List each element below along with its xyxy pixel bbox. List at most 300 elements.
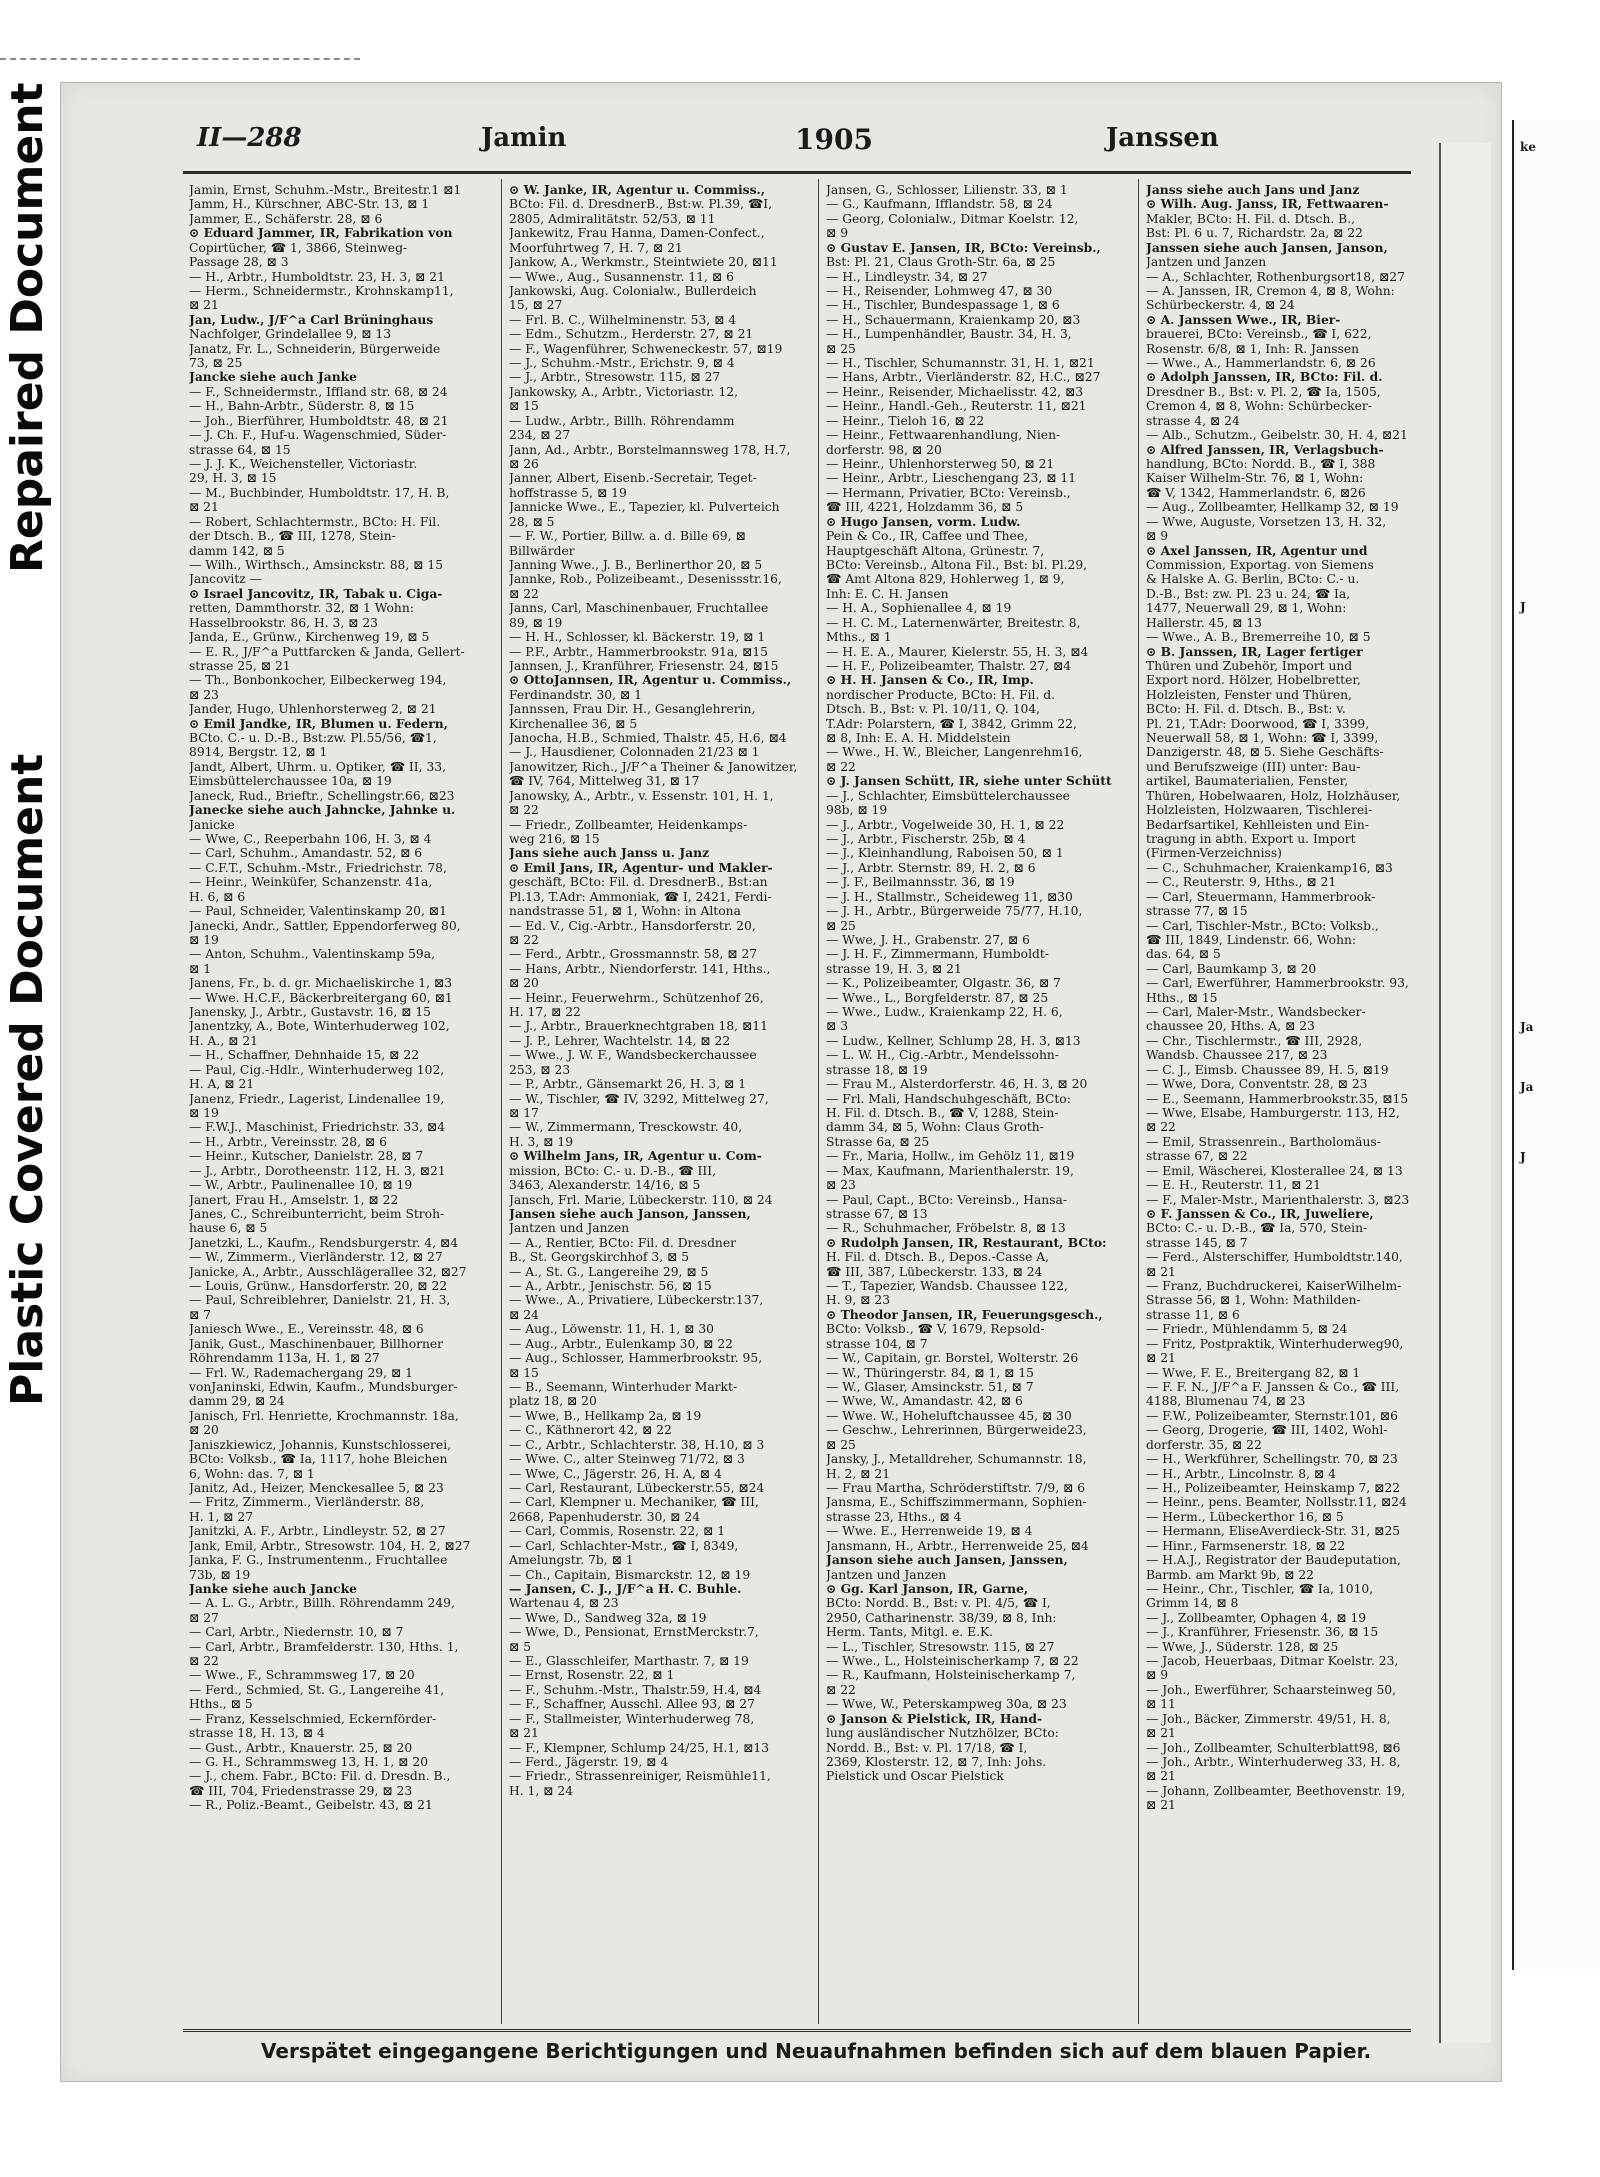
directory-entry-line: ⊠ 24 bbox=[509, 1307, 539, 1322]
directory-entry-line: — Heinr., Uhlenhorsterweg 50, ⊠ 21 bbox=[826, 457, 1055, 472]
directory-entry-line: ⊠ 9 bbox=[1146, 529, 1169, 544]
directory-entry-line: Jamm, H., Kürschner, ABC-Str. 13, ⊠ 1 bbox=[189, 197, 430, 212]
footer-note: Verspätet eingegangene Berichtigungen und Neuaufnahmen befinden sich auf dem blauen Papier. bbox=[261, 2039, 1372, 2063]
directory-entry-line: — Franz, Kesselschmied, Eckernförder- bbox=[189, 1711, 437, 1726]
directory-entry-line: Jammer, E., Schäferstr. 28, ⊠ 6 bbox=[189, 211, 383, 226]
directory-entry-line: Bst: Pl. 6 u. 7, Richardstr. 2a, ⊠ 22 bbox=[1146, 226, 1363, 241]
directory-entry-line: ☎ III, 1849, Lindenstr. 66, Wohn: bbox=[1146, 932, 1357, 947]
directory-entry-line: — Carl, Schuhm., Amandastr. 52, ⊠ 6 bbox=[189, 846, 423, 861]
directory-entry-line: — Hermann, Privatier, BCto: Vereinsb., bbox=[826, 485, 1071, 500]
directory-entry-line: D.-B., Bst: zw. Pl. 23 u. 24, ☎ Ia, bbox=[1146, 586, 1351, 601]
directory-entry-line: Herm. Tants, Mitgl. e. E.K. bbox=[826, 1625, 994, 1640]
directory-entry-line: Janocha, H.B., Schmied, Thalstr. 45, H.6, ⊠4 bbox=[509, 731, 787, 746]
directory-entry-line: — R., Schuhmacher, Fröbelstr. 8, ⊠ 13 bbox=[826, 1221, 1066, 1236]
directory-entry-line: — Herm., Schneidermstr., Krohnskamp11, bbox=[189, 283, 454, 298]
header-last-name: Janssen bbox=[1106, 123, 1219, 153]
directory-entry-line: ⊙ Emil Jans, IR, Agentur- und Makler- bbox=[509, 859, 773, 875]
directory-entry-line: ⊠ 21 bbox=[1146, 1769, 1176, 1784]
directory-entry-line: Janiszkiewicz, Johannis, Kunstschlosserei, bbox=[189, 1437, 452, 1452]
directory-entry-line: — F., Klempner, Schlump 24/25, H.1, ⊠13 bbox=[509, 1740, 770, 1755]
directory-entry-line: — Georg, Drogerie, ☎ III, 1402, Wohl- bbox=[1146, 1423, 1388, 1438]
directory-entry-line: ⊠ 11 bbox=[1146, 1697, 1176, 1712]
header-rule bbox=[183, 171, 1411, 174]
directory-entry-line: — Friedr., Zollbeamter, Heidenkamps- bbox=[509, 817, 748, 832]
directory-entry-line: — F.W.J., Maschinist, Friedrichstr. 33, ⊠4 bbox=[189, 1120, 446, 1135]
directory-entry-line: ⊙ F. Janssen & Co., IR, Juweliere, bbox=[1146, 1205, 1374, 1221]
directory-entry-line: & Halske A. G. Berlin, BCto: C.- u. bbox=[1146, 572, 1360, 587]
directory-entry-line: Jan, Ludw., J/F^a Carl Brüninghaus bbox=[189, 311, 434, 327]
directory-entry-line: Export nord. Hölzer, Hobelbretter, bbox=[1146, 673, 1361, 688]
directory-entry-line: — Ch., Capitain, Bismarckstr. 12, ⊠ 19 bbox=[509, 1567, 751, 1582]
directory-entry-line: Janss siehe auch Jans und Janz bbox=[1146, 183, 1360, 197]
directory-entry-line: dorferstr. 98, ⊠ 20 bbox=[826, 442, 942, 457]
directory-entry-line: strasse 67, ⊠ 13 bbox=[826, 1206, 928, 1221]
directory-entry-line: — H., Lindleystr. 34, ⊠ 27 bbox=[826, 269, 988, 284]
directory-entry-line: Janowsky, A., Arbtr., v. Essenstr. 101, H. 1, bbox=[509, 788, 774, 803]
directory-entry-line: strasse 145, ⊠ 7 bbox=[1146, 1235, 1248, 1250]
directory-entry-line: — P.F., Arbtr., Hammerbrookstr. 91a, ⊠15 bbox=[509, 644, 768, 659]
directory-entry-line: ⊠ 21 bbox=[189, 500, 219, 515]
directory-entry-line: — Ferd., Jägerstr. 19, ⊠ 4 bbox=[509, 1754, 669, 1769]
directory-entry-line: — Friedr., Strassenreiniger, Reismühle11, bbox=[509, 1769, 771, 1784]
directory-entry-line: — W., Capitain, gr. Borstel, Wolterstr. 26 bbox=[826, 1351, 1079, 1366]
directory-entry-line: ⊠ 22 bbox=[509, 803, 539, 818]
directory-entry-line: — A. L. G., Arbtr., Billh. Röhrendamm 249, bbox=[189, 1596, 455, 1611]
directory-entry-line: ⊠ 17 bbox=[509, 1106, 539, 1120]
directory-column-2 bbox=[509, 183, 797, 2023]
directory-entry-line: Janisch, Frl. Henriette, Krochmannstr. 18a, bbox=[189, 1408, 459, 1423]
directory-entry-line: — Paul, Schneider, Valentinskamp 20, ⊠1 bbox=[189, 904, 447, 919]
directory-entry-line: ⊠ 25 bbox=[826, 918, 856, 933]
directory-entry-line: strasse 77, ⊠ 15 bbox=[1146, 904, 1248, 919]
directory-entry-line: — Frau M., Alsterdorferstr. 46, H. 3, ⊠ 20 bbox=[826, 1077, 1088, 1092]
directory-entry-line: — H., Lumpenhändler, Baustr. 34, H. 3, bbox=[826, 327, 1072, 342]
directory-entry-line: ⊠ 1 bbox=[189, 961, 212, 976]
directory-entry-line: — L. W. H., Cig.-Arbtr., Mendelssohn- bbox=[826, 1048, 1059, 1063]
directory-entry-line: — Wwe., H. W., Bleicher, Langenrehm16, bbox=[826, 745, 1083, 760]
directory-entry-line: Grimm 14, ⊠ 8 bbox=[1146, 1596, 1239, 1611]
directory-entry-line: — Carl, Arbtr., Bramfelderstr. 130, Hths. 1, bbox=[189, 1639, 459, 1654]
directory-entry-line: Janitzki, A. F., Arbtr., Lindleystr. 52, ⊠ 27 bbox=[189, 1524, 446, 1539]
directory-column-1 bbox=[189, 183, 477, 2023]
directory-entry-line: brauerei, BCto: Vereinsb., ☎ I, 622, bbox=[1146, 327, 1372, 342]
directory-entry-line: ⊠ 21 bbox=[189, 298, 219, 313]
directory-entry-line: Jans siehe auch Janss u. Janz bbox=[509, 845, 710, 861]
directory-entry-line: — Heinr., Fettwaarenhandlung, Nien- bbox=[826, 428, 1061, 443]
directory-entry-line: ⊠ 20 bbox=[189, 1423, 219, 1438]
directory-entry-line: BCto: Volksb., ☎ V, 1679, Repsold- bbox=[826, 1322, 1045, 1337]
directory-entry-line: — Heinr., pens. Beamter, Nollsstr.11, ⊠24 bbox=[1146, 1495, 1407, 1510]
directory-entry-line: — Heinr., Weinküfer, Schanzenstr. 41a, bbox=[189, 875, 433, 890]
directory-entry-line: Jannke, Rob., Polizeibeamt., Desenissstr.16, bbox=[509, 572, 782, 587]
directory-entry-line: — Edm., Schutzm., Herderstr. 27, ⊠ 21 bbox=[509, 327, 754, 342]
directory-entry-line: — Ernst, Rosenstr. 22, ⊠ 1 bbox=[509, 1668, 675, 1683]
directory-entry-line: Janner, Albert, Eisenb.-Secretair, Teget- bbox=[509, 471, 757, 486]
directory-entry-line: — Carl, Baumkamp 3, ⊠ 20 bbox=[1146, 961, 1317, 976]
directory-entry-line: — Wwe, J., Süderstr. 128, ⊠ 25 bbox=[1146, 1639, 1339, 1654]
directory-entry-line: — Franz, Buchdruckerei, KaiserWilhelm- bbox=[1146, 1279, 1402, 1294]
directory-entry-line: Janes, C., Schreibunterricht, beim Stroh- bbox=[189, 1206, 445, 1221]
directory-entry-line: — Th., Bonbonkocher, Eilbeckerweg 194, bbox=[189, 673, 447, 688]
directory-entry-line: ⊠ 3 bbox=[826, 1019, 849, 1034]
directory-entry-line: — C., Reuterstr. 9, Hths., ⊠ 21 bbox=[1146, 875, 1337, 890]
directory-entry-line: — J. F., Beilmannsstr. 36, ⊠ 19 bbox=[826, 875, 1015, 890]
directory-entry-line: — F., Wagenführer, Schweneckestr. 57, ⊠19 bbox=[509, 341, 783, 356]
directory-entry-line: Janke siehe auch Jancke bbox=[189, 1580, 357, 1596]
directory-entry-line: — Wwe., F., Schrammsweg 17, ⊠ 20 bbox=[189, 1668, 415, 1683]
directory-entry-line: — H., Schaffner, Dehnhaide 15, ⊠ 22 bbox=[189, 1048, 420, 1063]
directory-entry-line: weg 216, ⊠ 15 bbox=[509, 831, 600, 846]
directory-entry-line: — H. F., Polizeibeamter, Thalstr. 27, ⊠4 bbox=[826, 658, 1072, 673]
directory-entry-line: Thüren und Zubehör, Import und bbox=[1146, 658, 1353, 673]
directory-entry-line: Schürbeckerstr. 4, ⊠ 24 bbox=[1146, 298, 1295, 313]
directory-entry-line: ☎ IV, 764, Mittelweg 31, ⊠ 17 bbox=[509, 774, 700, 789]
directory-entry-line: — Fritz, Zimmerm., Vierländerstr. 88, bbox=[189, 1495, 425, 1510]
column-divider bbox=[818, 179, 819, 2024]
directory-entry-line: ⊠ 22 bbox=[509, 932, 539, 947]
directory-entry-line: ⊙ J. Jansen Schütt, IR, siehe unter Schütt bbox=[826, 773, 1112, 789]
directory-entry-line: — B., Seemann, Winterhuder Markt- bbox=[509, 1380, 738, 1395]
directory-entry-line: und Berufszweige (III) unter: Bau- bbox=[1146, 759, 1361, 774]
directory-entry-line: ⊠ 5 bbox=[509, 1639, 532, 1654]
directory-entry-line: — Wwe. W., Hoheluftchaussee 45, ⊠ 30 bbox=[826, 1408, 1072, 1423]
directory-entry-line: — Wilh., Wirthsch., Amsinckstr. 88, ⊠ 15 bbox=[189, 557, 444, 572]
directory-entry-line: Jankowsky, A., Arbtr., Victoriastr. 12, bbox=[509, 384, 739, 399]
directory-entry-line: — R., Kaufmann, Holsteinischerkamp 7, bbox=[826, 1668, 1076, 1683]
directory-entry-line: geschäft, BCto: Fil. d. DresdnerB., Bst:an bbox=[509, 875, 768, 890]
directory-entry-line: Jankewitz, Frau Hanna, Damen-Confect., bbox=[509, 226, 765, 241]
directory-entry-line: (Firmen-Verzeichniss) bbox=[1146, 846, 1282, 861]
directory-entry-line: — Herm., Lübeckerthor 16, ⊠ 5 bbox=[1146, 1509, 1344, 1524]
directory-entry-line: BCto: Volksb., ☎ Ia, 1117, hohe Bleichen bbox=[189, 1452, 448, 1467]
directory-entry-line: 29, H. 3, ⊠ 15 bbox=[189, 471, 277, 486]
directory-entry-line: Janning Wwe., J. B., Berlinerthor 20, ⊠ 5 bbox=[509, 557, 763, 572]
directory-entry-line: Jannssen, Frau Dir. H., Gesanglehrerin, bbox=[509, 702, 756, 717]
directory-entry-line: — Hans, Arbtr., Vierländerstr. 82, H.C., ⊠27 bbox=[826, 370, 1101, 385]
directory-entry-line: mission, BCto: C.- u. D.-B., ☎ III, bbox=[509, 1163, 716, 1178]
column-divider bbox=[501, 179, 502, 2024]
directory-entry-line: Eimsbüttelerchaussee 10a, ⊠ 19 bbox=[189, 774, 392, 789]
directory-entry-line: BCto: C.- u. D.-B., ☎ Ia, 570, Stein- bbox=[1146, 1221, 1368, 1236]
directory-entry-line: Janecki, Andr., Sattler, Eppendorferweg 80, bbox=[189, 918, 461, 933]
directory-entry-line: ⊠ 19 bbox=[189, 932, 219, 947]
directory-entry-line: Jamin, Ernst, Schuhm.-Mstr., Breitestr.1 ⊠1 bbox=[189, 183, 462, 197]
directory-entry-line: Janetzki, L., Kaufm., Rendsburgerstr. 4, ⊠4 bbox=[189, 1235, 459, 1250]
directory-entry-line: H. 1, ⊠ 27 bbox=[189, 1509, 254, 1524]
directory-entry-line: — Carl, Schlachter-Mstr., ☎ I, 8349, bbox=[509, 1538, 739, 1553]
directory-entry-line: — Wwe, J. H., Grabenstr. 27, ⊠ 6 bbox=[826, 932, 1030, 947]
directory-entry-line: ⊠ 22 bbox=[826, 759, 856, 774]
directory-entry-line: 2668, Papenhuderstr. 30, ⊠ 24 bbox=[509, 1509, 701, 1524]
directory-entry-line: — J. H. F., Zimmermann, Humboldt- bbox=[826, 947, 1049, 962]
directory-entry-line: Jannicke Wwe., E., Tapezier, kl. Pulverteich bbox=[509, 500, 780, 515]
directory-entry-line: Pl. 21, T.Adr: Doorwood, ☎ I, 3399, bbox=[1146, 716, 1370, 731]
directory-entry-line: strasse 18, ⊠ 19 bbox=[826, 1062, 928, 1077]
directory-entry-line: Mths., ⊠ 1 bbox=[826, 630, 892, 645]
directory-entry-line: Strasse 56, ⊠ 1, Wohn: Mathilden- bbox=[1146, 1293, 1361, 1308]
directory-entry-line: — E. R., J/F^a Puttfarcken & Janda, Gellert- bbox=[189, 644, 465, 659]
column-divider bbox=[1138, 179, 1139, 2024]
directory-entry-line: Jantzen und Janzen bbox=[826, 1567, 947, 1582]
directory-entry-line: Cremon 4, ⊠ 8, Wohn: Schürbecker- bbox=[1146, 399, 1372, 414]
directory-entry-line: — Joh., Bäcker, Zimmerstr. 49/51, H. 8, bbox=[1146, 1711, 1391, 1726]
directory-entry-line: — Heinr., Kutscher, Danielstr. 28, ⊠ 7 bbox=[189, 1149, 424, 1164]
directory-entry-line: Neuerwall 58, ⊠ 1, Wohn: ☎ I, 3399, bbox=[1146, 731, 1379, 746]
directory-entry-line: Janatz, Fr. L., Schneiderin, Bürgerweide bbox=[189, 341, 441, 356]
directory-entry-line: damm 29, ⊠ 24 bbox=[189, 1394, 285, 1409]
directory-entry-line: — F. F. N., J/F^a F. Janssen & Co., ☎ III, bbox=[1146, 1380, 1400, 1395]
directory-entry-line: ⊙ Gustav E. Jansen, IR, BCto: Vereinsb., bbox=[826, 239, 1101, 255]
directory-entry-line: — Joh., Ewerführer, Schaarsteinweg 50, bbox=[1146, 1682, 1397, 1697]
directory-entry-line: strasse 19, H. 3, ⊠ 21 bbox=[826, 961, 962, 976]
directory-entry-line: — W., Tischler, ☎ IV, 3292, Mittelweg 27, bbox=[509, 1091, 769, 1106]
directory-entry-line: — C. J., Eimsb. Chaussee 89, H. 5, ⊠19 bbox=[1146, 1062, 1389, 1077]
directory-entry-line: — A., Arbtr., Jenischstr. 56, ⊠ 15 bbox=[509, 1279, 712, 1294]
footer-rule bbox=[183, 2029, 1411, 2032]
directory-entry-line: H. A, ⊠ 21 bbox=[189, 1077, 255, 1092]
directory-entry-line: ⊠ 25 bbox=[826, 1437, 856, 1452]
directory-entry-line: Hasselbrookstr. 86, H. 3, ⊠ 23 bbox=[189, 615, 378, 630]
directory-entry-line: — H. A., Sophienallee 4, ⊠ 19 bbox=[826, 601, 1012, 616]
directory-entry-line: — Joh., Arbtr., Winterhuderweg 33, H. 8, bbox=[1146, 1754, 1401, 1769]
directory-entry-line: — J., Arbtr., Stresowstr. 115, ⊠ 27 bbox=[509, 370, 721, 385]
directory-entry-line: ⊠ 22 bbox=[189, 1654, 219, 1669]
directory-entry-line: — Wwe., L., Borgfelderstr. 87, ⊠ 25 bbox=[826, 990, 1049, 1005]
directory-entry-line: — Max, Kaufmann, Marienthalerstr. 19, bbox=[826, 1163, 1074, 1178]
directory-entry-line: Holzleisten, Fenster und Thüren, bbox=[1146, 687, 1352, 702]
directory-entry-line: Nordd. B., Bst: v. Pl. 17/18, ☎ I, bbox=[826, 1740, 1028, 1755]
directory-entry-line: — Ferd., Arbtr., Grossmannstr. 58, ⊠ 27 bbox=[509, 947, 758, 962]
directory-entry-line: — Heinr., Arbtr., Lieschengang 23, ⊠ 11 bbox=[826, 471, 1077, 486]
directory-entry-line: Janicke, A., Arbtr., Ausschlägerallee 32, ⊠27 bbox=[189, 1264, 467, 1279]
directory-entry-line: Jansky, J., Metalldreher, Schumannstr. 18, bbox=[826, 1452, 1087, 1467]
directory-entry-line: ⊠ 22 bbox=[509, 586, 539, 601]
directory-entry-line: Kaiser Wilhelm-Str. 76, ⊠ 1, Wohn: bbox=[1146, 471, 1364, 486]
directory-entry-line: — Carl, Tischler-Mstr., BCto: Volksb., bbox=[1146, 918, 1379, 933]
directory-entry-line: lung ausländischer Nutzhölzer, BCto: bbox=[826, 1726, 1059, 1741]
directory-entry-line: — F. W., Portier, Billw. a. d. Bille 69, ⊠ bbox=[509, 529, 746, 544]
directory-entry-line: — C.F.T., Schuhm.-Mstr., Friedrichstr. 78, bbox=[189, 860, 447, 875]
directory-entry-line: Janns, Carl, Maschinenbauer, Fruchtallee bbox=[509, 601, 769, 616]
directory-entry-line: — Carl, Ewerführer, Hammerbrookstr. 93, bbox=[1146, 976, 1409, 991]
directory-entry-line: Jander, Hugo, Uhlenhorsterweg 2, ⊠ 21 bbox=[189, 702, 437, 717]
directory-entry-line: — Emil, Wäscherei, Klosterallee 24, ⊠ 13 bbox=[1146, 1163, 1403, 1178]
directory-entry-line: Janka, F. G., Instrumentenm., Fruchtallee bbox=[189, 1553, 448, 1568]
directory-entry-line: Jansch, Frl. Marie, Lübeckerstr. 110, ⊠ 24 bbox=[509, 1192, 773, 1207]
directory-entry-line: — Alb., Schutzm., Geibelstr. 30, H. 4, ⊠21 bbox=[1146, 428, 1408, 443]
directory-entry-line: Jankowski, Aug. Colonialw., Bullerdeich bbox=[509, 283, 757, 298]
directory-entry-line: — Wwe, Auguste, Vorsetzen 13, H. 32, bbox=[1146, 514, 1387, 529]
directory-entry-line: — E., Glasschleifer, Marthastr. 7, ⊠ 19 bbox=[509, 1654, 749, 1669]
directory-entry-line: strasse 25, ⊠ 21 bbox=[189, 658, 291, 673]
directory-entry-line: 15, ⊠ 27 bbox=[509, 298, 563, 313]
directory-entry-line: — L., Tischler, Stresowstr. 115, ⊠ 27 bbox=[826, 1639, 1055, 1654]
directory-entry-line: — Paul, Cig.-Hdlr., Winterhuderweg 102, bbox=[189, 1062, 445, 1077]
directory-entry-line: Hauptgeschäft Altona, Grünestr. 7, bbox=[826, 543, 1045, 558]
directory-entry-line: Jansma, E., Schiffszimmermann, Sophien- bbox=[826, 1495, 1087, 1510]
directory-entry-line: 2805, Admiralitätstr. 52/53, ⊠ 11 bbox=[509, 211, 716, 226]
directory-entry-line: ⊙ Gg. Karl Janson, IR, Garne, bbox=[826, 1580, 1029, 1596]
directory-page bbox=[60, 82, 1502, 2082]
directory-entry-line: T.Adr: Polarstern, ☎ I, 3842, Grimm 22, bbox=[826, 716, 1077, 731]
directory-entry-line: chaussee 20, Hths. A, ⊠ 23 bbox=[1146, 1019, 1315, 1034]
directory-entry-line: — C., Käthnerort 42, ⊠ 22 bbox=[509, 1423, 672, 1438]
directory-entry-line: — W., Glaser, Amsinckstr. 51, ⊠ 7 bbox=[826, 1380, 1034, 1395]
directory-entry-line: — Hermann, EliseAverdieck-Str. 31, ⊠25 bbox=[1146, 1524, 1401, 1539]
directory-entry-line: — Frl. W., Rademachergang 29, ⊠ 1 bbox=[189, 1365, 413, 1380]
directory-entry-line: — H. H., Schlosser, kl. Bäckerstr. 19, ⊠ 1 bbox=[509, 630, 766, 645]
directory-entry-line: — A., St. G., Langereihe 29, ⊠ 5 bbox=[509, 1264, 709, 1279]
directory-entry-line: H. Fil. d. Dtsch. B., ☎ V, 1288, Stein- bbox=[826, 1106, 1059, 1120]
directory-entry-line: Janicke bbox=[189, 817, 235, 832]
directory-entry-line: ⊠ 9 bbox=[1146, 1668, 1169, 1683]
directory-entry-line: strasse 11, ⊠ 6 bbox=[1146, 1307, 1240, 1322]
directory-entry-line: dorferstr. 35, ⊠ 22 bbox=[1146, 1437, 1262, 1452]
directory-entry-line: platz 18, ⊠ 20 bbox=[509, 1394, 597, 1409]
directory-entry-line: der Dtsch. B., ☎ III, 1278, Stein- bbox=[189, 529, 396, 544]
directory-entry-line: — J., Kranführer, Friesenstr. 36, ⊠ 15 bbox=[1146, 1625, 1379, 1640]
directory-entry-line: Thüren, Hobelwaaren, Holz, Holzhäuser, bbox=[1146, 788, 1401, 803]
directory-entry-line: — Carl, Maler-Mstr., Wandsbecker- bbox=[1146, 1005, 1366, 1020]
directory-entry-line: — Wwe, W., Amandastr. 42, ⊠ 6 bbox=[826, 1394, 1023, 1409]
directory-entry-line: Jantzen und Janzen bbox=[509, 1221, 630, 1236]
directory-entry-line: — Wwe. E., Herrenweide 19, ⊠ 4 bbox=[826, 1524, 1033, 1539]
directory-entry-line: 253, ⊠ 23 bbox=[509, 1062, 571, 1077]
directory-entry-line: — Emil, Strassenrein., Bartholomäus- bbox=[1146, 1134, 1381, 1149]
directory-entry-line: ⊠ 23 bbox=[826, 1178, 856, 1193]
directory-entry-line: ⊙ Rudolph Jansen, IR, Restaurant, BCto: bbox=[826, 1234, 1107, 1250]
directory-entry-line: ⊙ Theodor Jansen, IR, Feuerungsgesch., bbox=[826, 1306, 1103, 1322]
directory-entry-line: ⊠ 8, Inh: E. A. H. Middelstein bbox=[826, 731, 1011, 746]
directory-entry-line: — Frl. Mali, Handschuhgeschäft, BCto: bbox=[826, 1091, 1071, 1106]
directory-entry-line: — F., Maler-Mstr., Marienthalerstr. 3, ⊠23 bbox=[1146, 1192, 1410, 1207]
directory-entry-line: ☎ V, 1342, Hammerlandstr. 6, ⊠26 bbox=[1146, 485, 1366, 500]
directory-entry-line: 234, ⊠ 27 bbox=[509, 428, 571, 443]
directory-entry-line: — Anton, Schuhm., Valentinskamp 59a, bbox=[189, 947, 435, 962]
directory-entry-line: — H. E. A., Maurer, Kielerstr. 55, H. 3, ⊠4 bbox=[826, 644, 1089, 659]
top-dashed-line bbox=[0, 58, 360, 60]
directory-entry-line: — F., Schuhm.-Mstr., Thalstr.59, H.4, ⊠4 bbox=[509, 1682, 762, 1697]
directory-entry-line: H. 9, ⊠ 23 bbox=[826, 1293, 891, 1308]
directory-entry-line: — Aug., Arbtr., Eulenkamp 30, ⊠ 22 bbox=[509, 1336, 734, 1351]
directory-entry-line: — Wwe, D., Sandweg 32a, ⊠ 19 bbox=[509, 1610, 707, 1625]
directory-entry-line: — Wwe, C., Jägerstr. 26, H. A, ⊠ 4 bbox=[509, 1466, 722, 1481]
directory-entry-line: ⊙ OttoJannsen, IR, Agentur u. Commiss., bbox=[509, 672, 792, 688]
directory-entry-line: Jantzen und Janzen bbox=[1146, 255, 1267, 270]
directory-column-4 bbox=[1146, 183, 1434, 2023]
strip-text: ke bbox=[1520, 140, 1536, 154]
directory-entry-line: — C., Arbtr., Schlachterstr. 38, H.10, ⊠ 3 bbox=[509, 1437, 765, 1452]
directory-entry-line: — P., Arbtr., Gänsemarkt 26, H. 3, ⊠ 1 bbox=[509, 1077, 747, 1092]
directory-entry-line: ⊠ 21 bbox=[1146, 1726, 1176, 1741]
directory-entry-line: Jann, Ad., Arbtr., Borstelmannsweg 178, H.7, bbox=[509, 442, 791, 457]
directory-entry-line: Bst: Pl. 21, Claus Groth-Str. 6a, ⊠ 25 bbox=[826, 255, 1056, 270]
directory-entry-line: Kirchenallee 36, ⊠ 5 bbox=[509, 716, 638, 731]
directory-entry-line: ⊠ 9 bbox=[826, 226, 849, 241]
directory-entry-line: ⊠ 27 bbox=[189, 1610, 219, 1625]
directory-entry-line: Wandsb. Chaussee 217, ⊠ 23 bbox=[1146, 1048, 1328, 1063]
directory-entry-line: ⊙ H. H. Jansen & Co., IR, Imp. bbox=[826, 672, 1034, 688]
directory-entry-line: — Joh., Zollbeamter, Schulterblatt98, ⊠6 bbox=[1146, 1740, 1401, 1755]
directory-entry-line: Janensky, J., Arbtr., Gustavstr. 16, ⊠ 15 bbox=[189, 1005, 431, 1020]
directory-entry-line: — Heinr., Reisender, Michaelisstr. 42, ⊠3 bbox=[826, 384, 1084, 399]
directory-entry-line: damm 34, ⊠ 5, Wohn: Claus Groth- bbox=[826, 1120, 1044, 1135]
directory-entry-line: ⊠ 7 bbox=[189, 1307, 212, 1322]
directory-entry-line: — Ferd., Alsterschiffer, Humboldtstr.140, bbox=[1146, 1250, 1403, 1265]
directory-entry-line: — W., Thüringerstr. 84, ⊠ 1, ⊠ 15 bbox=[826, 1365, 1034, 1380]
directory-entry-line: — W., Zimmermann, Tresckowstr. 40, bbox=[509, 1120, 743, 1135]
strip-text: Ja bbox=[1520, 1020, 1534, 1034]
directory-entry-line: Holzleisten, Holzwaaren, Tischlerei- bbox=[1146, 803, 1373, 818]
directory-entry-line: — H., Arbtr., Humboldtstr. 23, H. 3, ⊠ 21 bbox=[189, 269, 445, 284]
repaired-document-label: Repaired Document bbox=[2, 82, 53, 573]
directory-entry-line: — Ferd., Schmied, St. G., Langereihe 41, bbox=[189, 1682, 445, 1697]
directory-entry-line: nandstrasse 51, ⊠ 1, Wohn: in Altona bbox=[509, 904, 741, 919]
directory-entry-line: artikel, Baumaterialien, Fenster, bbox=[1146, 774, 1349, 789]
strip-text: J bbox=[1520, 600, 1526, 614]
directory-entry-line: nordischer Producte, BCto: H. Fil. d. bbox=[826, 687, 1056, 702]
directory-entry-line: Jannsen, J., Kranführer, Friesenstr. 24, ⊠15 bbox=[509, 658, 779, 673]
directory-entry-line: Makler, BCto: H. Fil. d. Dtsch. B., bbox=[1146, 211, 1356, 226]
directory-entry-line: — H., Arbtr., Lincolnstr. 8, ⊠ 4 bbox=[1146, 1466, 1336, 1481]
directory-entry-line: — H. C. M., Laternenwärter, Breitestr. 8, bbox=[826, 615, 1081, 630]
directory-entry-line: vonJaninski, Edwin, Kaufm., Mundsburger- bbox=[189, 1380, 458, 1395]
directory-entry-line: ⊠ 25 bbox=[826, 341, 856, 356]
directory-entry-line: Billwärder bbox=[509, 543, 575, 558]
directory-entry-line: — J., Zollbeamter, Ophagen 4, ⊠ 19 bbox=[1146, 1610, 1367, 1625]
directory-entry-line: — Wwe., A., Hammerlandstr. 6, ⊠ 26 bbox=[1146, 356, 1376, 371]
directory-entry-line: — J., Schuhm.-Mstr., Erichstr. 9, ⊠ 4 bbox=[509, 356, 735, 371]
directory-entry-line: — Friedr., Mühlendamm 5, ⊠ 24 bbox=[1146, 1322, 1348, 1337]
page-header bbox=[61, 123, 1501, 163]
directory-entry-line: — Wwe, C., Reeperbahn 106, H. 3, ⊠ 4 bbox=[189, 831, 432, 846]
directory-entry-line: 1477, Neuerwall 29, ⊠ 1, Wohn: bbox=[1146, 601, 1347, 616]
directory-entry-line: 3463, Alexanderstr. 14/16, ⊠ 5 bbox=[509, 1178, 701, 1193]
directory-entry-line: ☎ III, 704, Friedenstrasse 29, ⊠ 23 bbox=[189, 1783, 413, 1798]
directory-entry-line: — J. P., Lehrer, Wachtelstr. 14, ⊠ 22 bbox=[509, 1033, 731, 1048]
directory-entry-line: — Gust., Arbtr., Knauerstr. 25, ⊠ 20 bbox=[189, 1740, 413, 1755]
directory-entry-line: — Jacob, Heuerbaas, Ditmar Koelstr. 23, bbox=[1146, 1654, 1399, 1669]
directory-entry-line: Jansen, G., Schlosser, Lilienstr. 33, ⊠ 1 bbox=[826, 183, 1068, 197]
directory-entry-line: Amelungstr. 7b, ⊠ 1 bbox=[509, 1553, 634, 1568]
directory-entry-line: Janda, E., Grünw., Kirchenweg 19, ⊠ 5 bbox=[189, 630, 430, 645]
directory-entry-line: — Wwe. C., alter Steinweg 71/72, ⊠ 3 bbox=[509, 1452, 745, 1467]
directory-entry-line: Jankow, A., Werkmstr., Steintwiete 20, ⊠11 bbox=[509, 255, 778, 270]
directory-entry-line: — H., Bahn-Arbtr., Süderstr. 8, ⊠ 15 bbox=[189, 399, 415, 414]
directory-entry-line: — Ludw., Arbtr., Billh. Röhrendamm bbox=[509, 413, 735, 428]
directory-entry-line: ⊙ Wilh. Aug. Janss, IR, Fettwaaren- bbox=[1146, 196, 1389, 212]
directory-entry-line: — Ed. V., Cig.-Arbtr., Hansdorferstr. 20, bbox=[509, 918, 756, 933]
directory-entry-line: — F.W., Polizeibeamter, Sternstr.101, ⊠6 bbox=[1146, 1408, 1398, 1423]
directory-entry-line: — J. H., Arbtr., Bürgerweide 75/77, H.10, bbox=[826, 904, 1083, 919]
directory-entry-line: Janson siehe auch Jansen, Janssen, bbox=[826, 1552, 1068, 1568]
directory-entry-line: ⊠ 21 bbox=[1146, 1264, 1176, 1279]
directory-entry-line: — F., Schneidermstr., Iffland str. 68, ⊠ 24 bbox=[189, 384, 448, 399]
directory-entry-line: — Carl, Commis, Rosenstr. 22, ⊠ 1 bbox=[509, 1524, 726, 1539]
directory-entry-line: — Wwe., A., Privatiere, Lübeckerstr.137, bbox=[509, 1293, 764, 1308]
directory-entry-line: — Paul, Schreiblehrer, Danielstr. 21, H. 3, bbox=[189, 1293, 451, 1308]
header-first-name: Jamin bbox=[481, 123, 567, 153]
directory-entry-line: ⊠ 20 bbox=[509, 976, 539, 991]
directory-entry-line: — J., Kleinhandlung, Raboisen 50, ⊠ 1 bbox=[826, 846, 1064, 861]
directory-entry-line: — Aug., Zollbeamter, Hellkamp 32, ⊠ 19 bbox=[1146, 500, 1399, 515]
directory-entry-line: Janecke siehe auch Jahncke, Jahnke u. bbox=[189, 802, 456, 818]
directory-entry-line: — C., Schuhmacher, Kraienkamp16, ⊠3 bbox=[1146, 860, 1393, 875]
directory-entry-line: strasse 64, ⊠ 15 bbox=[189, 442, 291, 457]
directory-entry-line: Janens, Fr., b. d. gr. Michaeliskirche 1, ⊠3 bbox=[189, 976, 453, 991]
directory-entry-line: strasse 4, ⊠ 24 bbox=[1146, 413, 1240, 428]
directory-entry-line: Jansen siehe auch Janson, Janssen, bbox=[509, 1205, 751, 1221]
